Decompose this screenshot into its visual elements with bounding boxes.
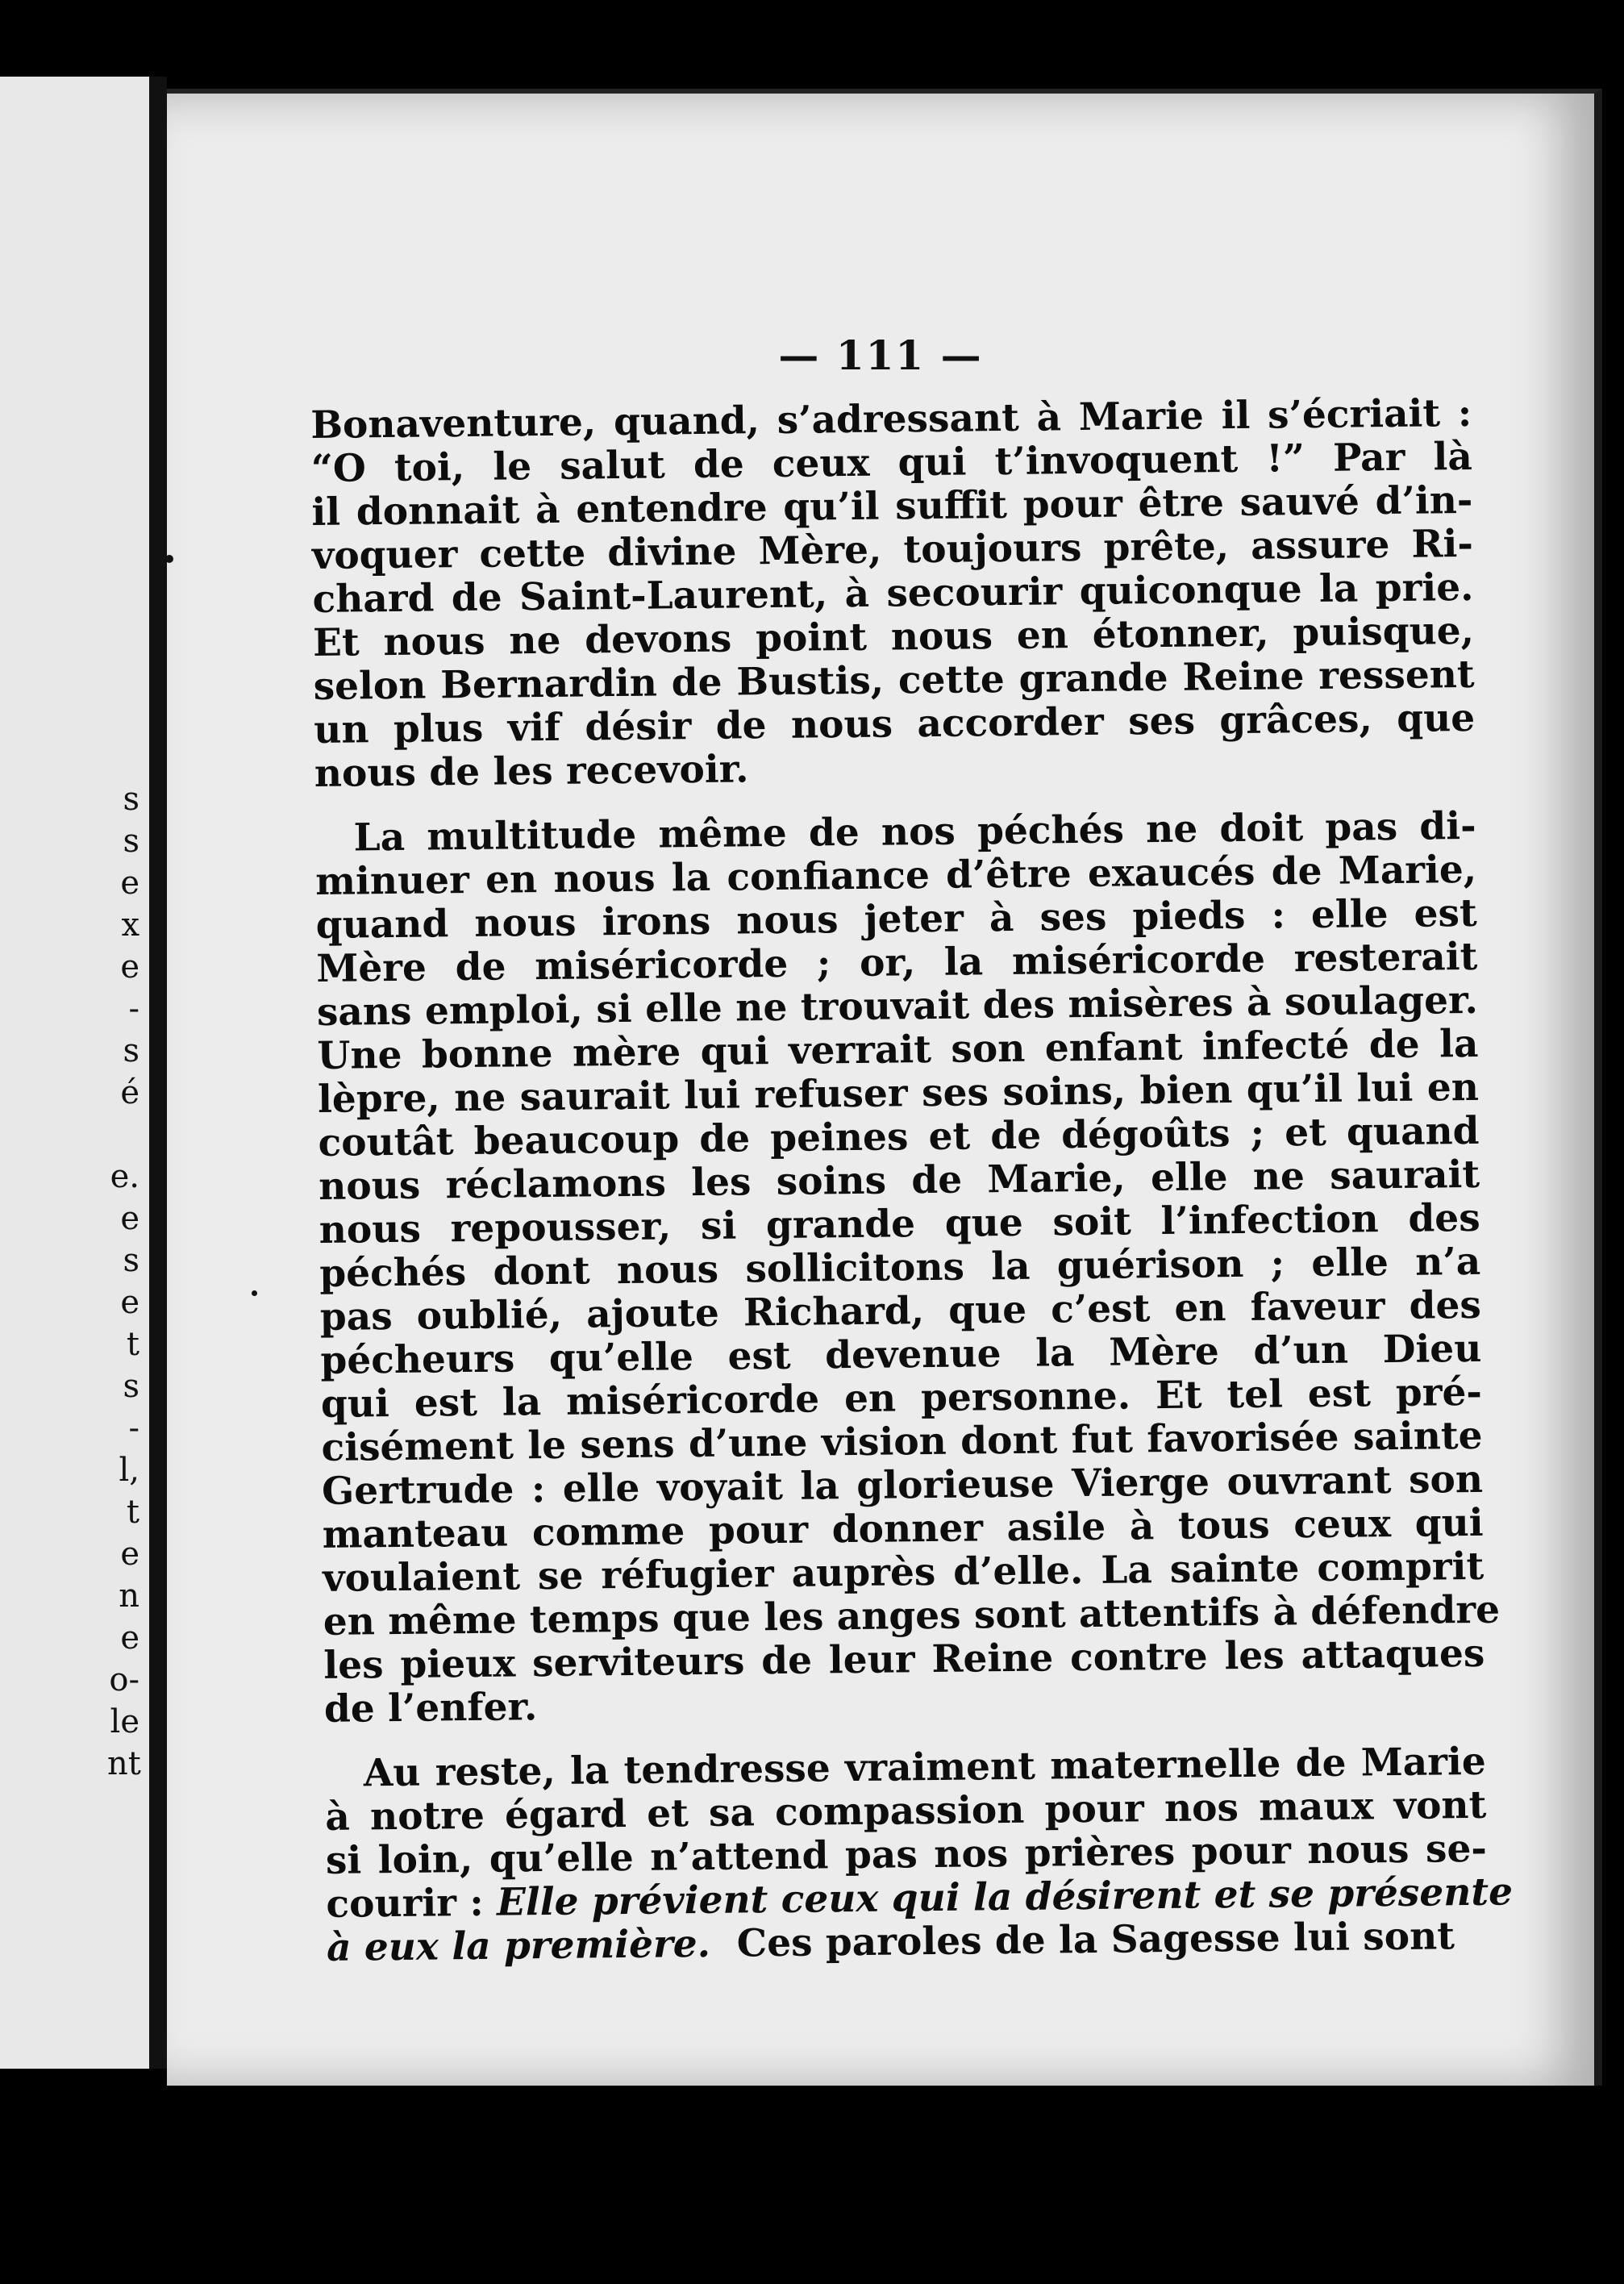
text-line: les pieux serviteurs de leur Reine contre les attaques [323,1631,1485,1688]
edge-letter: x [121,907,139,944]
text-line: voquer cette divine Mère, toujours prête, assure Ri- [311,521,1474,578]
text-line: nous de les recevoir. [314,747,749,796]
text-line: cisément le sens d’une vision dont fut favorisée sainte [321,1413,1483,1470]
scan-speck [252,1290,257,1296]
text-line: de l’enfer. [323,1685,538,1732]
edge-letter: é [120,1074,139,1111]
edge-letter [107,1114,139,1156]
edge-letter: t [126,1494,139,1531]
text-line: lèpre, ne saurait lui refuser ses soins, bien qu’il lui en [317,1065,1480,1122]
book-gutter [149,77,167,2069]
edge-letter: s [123,781,139,818]
text-line: il donnait à entendre qu’il suffit pour être sauvé d’in- [311,477,1473,535]
paragraph-3 [325,1739,1514,1970]
text-line: minuer en nous la confiance d’être exaucés de Marie, [314,847,1477,904]
edge-letter: - [128,990,139,1027]
text-line: nous réclamons les soins de Marie, elle ne saurait [318,1152,1480,1209]
edge-letter: e [120,865,139,902]
facing-page-edge [0,77,149,2069]
edge-letter: e [120,1284,139,1321]
text-line: coutât beaucoup de peines et de dégoûts ; et quand [318,1108,1480,1165]
text-line: un plus vif désir de nous accorder ses grâces, que [313,695,1476,752]
text-line: La multitude même de nos péchés ne doit pas di- [353,803,1476,861]
text-line: voulaient se réfugier auprès d’elle. La sainte comprit [322,1544,1485,1601]
edge-letter: e [120,1619,139,1657]
facing-page-letters [107,778,139,1785]
text-line: Bonaventure, quand, s’adressant à Marie il s’écriait : [310,390,1472,448]
text-line: à notre égard et sa compassion pour nos maux vont [325,1782,1487,1840]
text-line: sans emploi, si elle ne trouvait des misères à soulager. [316,977,1479,1035]
edge-letter: n [119,1578,139,1615]
italic-quote: à eux la première. [326,1921,711,1970]
edge-letter: t [126,1326,139,1363]
paragraph-2 [314,803,1501,1732]
edge-letter: s [123,1368,139,1405]
edge-letter: le [110,1703,139,1740]
text-line: Gertrude : elle voyait la glorieuse Vierge ouvrant son [321,1457,1484,1514]
edge-letter: s [123,823,139,860]
text-line: nous repousser, si grande que soit l’infection des [319,1195,1480,1252]
text-line: si loin, qu’elle n’attend pas nos prières pour nous se- [325,1826,1488,1883]
edge-letter: s [123,1032,139,1069]
text-line: pas oublié, ajoute Richard, que c’est en faveur des [319,1282,1482,1340]
book-page [167,89,1602,2086]
edge-letter: e. [110,1158,139,1195]
text-line: quand nous irons nous jeter à ses pieds : elle est [315,890,1477,948]
text-line: Une bonne mère qui verrait son enfant infecté de la [317,1021,1479,1078]
italic-quote: Elle prévient ceux qui la désirent et se présente [496,1869,1514,1925]
scan-speck [165,555,173,563]
text-line: manteau comme pour donner asile à tous ceux qui [322,1500,1484,1557]
edge-letter: s [123,1242,139,1279]
text-line: péchés dont nous sollicitons la guérison ; elle n’a [319,1239,1481,1296]
text-line: Mère de miséricorde ; or, la miséricorde resterait [316,934,1478,991]
edge-letter: o- [109,1661,139,1698]
text-line: selon Bernardin de Bustis, cette grande Reine ressent [313,652,1475,709]
text-line: “O toi, le salut de ceux qui t’invoquent !” Par là [310,434,1473,491]
edge-letter: nt [107,1745,141,1782]
edge-letter: e [120,1536,139,1573]
text-segment: Ces paroles de la Sagesse lui sont [736,1914,1455,1966]
edge-letter: e [120,1200,139,1237]
page-number: — 111 — [778,331,983,379]
paragraph-1 [310,392,1476,796]
edge-letter: - [128,1410,139,1447]
edge-letter: e [120,948,139,986]
text-line: qui est la miséricorde en personne. Et tel est pré- [320,1369,1483,1427]
text-line: chard de Saint-Laurent, à secourir quiconque la prie. [312,565,1474,622]
body-text [310,390,1514,1970]
text-segment: courir : [326,1880,498,1927]
text-line: Et nous ne devons point nous en étonner, puisque, [312,608,1475,665]
text-line: pécheurs qu’elle est devenue la Mère d’un Dieu [320,1326,1482,1383]
text-line: en même temps que les anges sont attentifs à défendre [323,1587,1501,1644]
edge-letter: l, [119,1452,139,1489]
text-line: Au reste, la tendresse vraiment maternelle de Marie [363,1739,1486,1796]
